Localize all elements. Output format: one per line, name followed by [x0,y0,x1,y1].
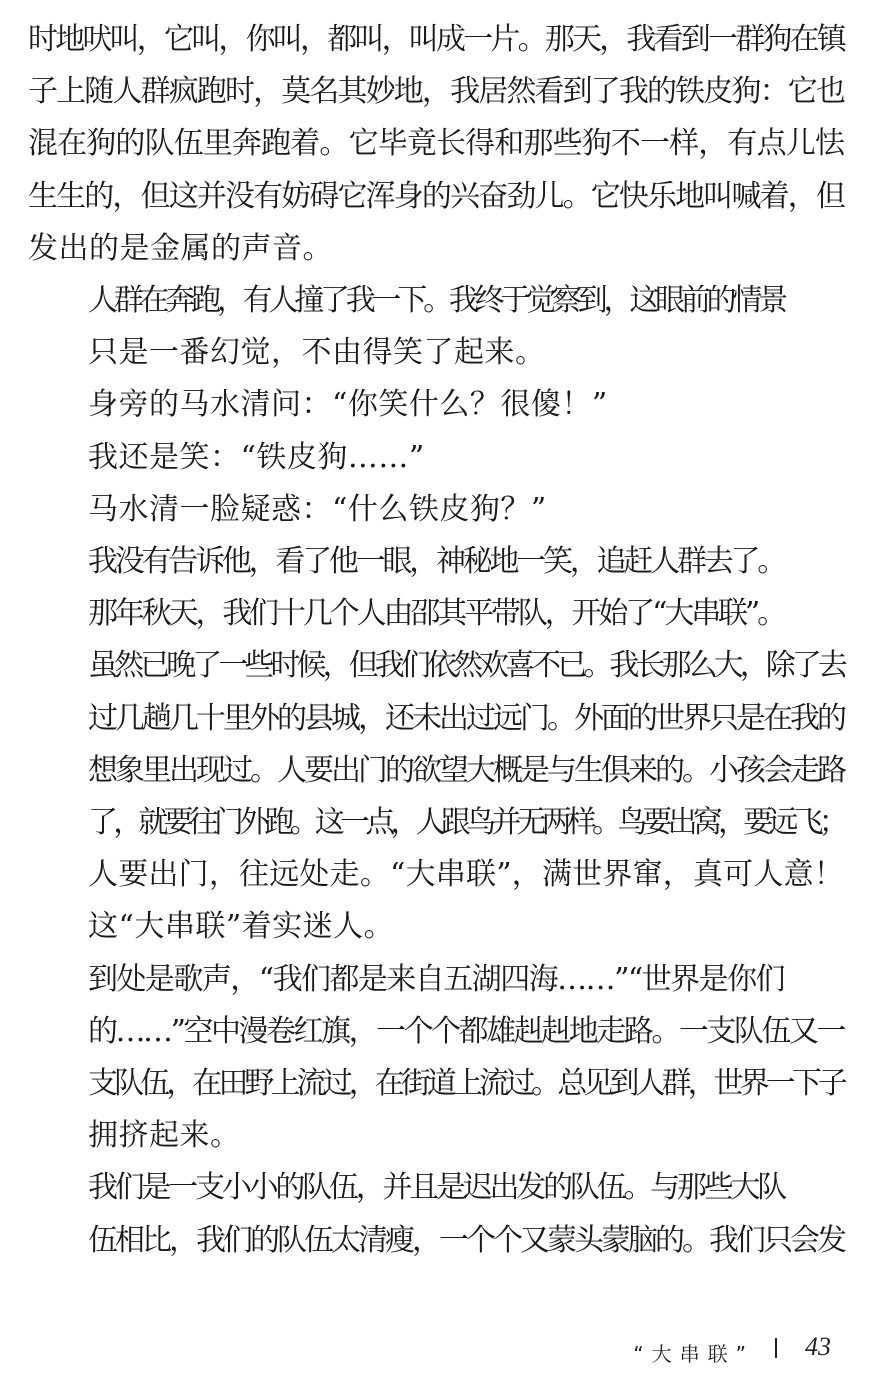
paragraph [28,901,844,953]
running-title: “大串联” [633,1342,754,1366]
text-line: 支队伍，在田野上流过，在街道上流过。总见到人群，世界一下子 [88,1066,844,1102]
text-line: 虽然已晚了一些时候，但我们依然欢喜不已。我长那么大，除了去 [88,648,844,684]
text-line: 我还是笑：“铁皮狗……” [88,439,425,475]
paragraph [28,954,844,1163]
text-line: 了，就要往门外跑。这一点，人跟鸟并无两样。鸟要出窝，要远飞； [88,805,844,841]
text-line: 到处是歌声，“我们都是来自五湖四海……”“世界是你们 [88,961,784,997]
text-line: 的……”空中漫卷红旗，一个个都雄赳赳地走路。一支队伍又一 [88,1013,844,1049]
text-line: 人要出门，往远处走。“大串联”，满世界窜，真可人意！ [88,857,844,893]
paragraph [28,432,844,484]
text-line: 这“大串联”着实迷人。 [88,909,395,945]
page-body [28,14,844,1267]
paragraph [28,1162,844,1266]
text-line: 混在狗的队伍里奔跑着。它毕竟长得和那些狗不一样，有点儿怯 [28,126,844,162]
text-line: 我没有告诉他，看了他一眼，神秘地一笑，追赶人群去了。 [88,544,784,580]
text-line: 我们是一支小小的队伍，并且是迟出发的队伍。与那些大队 [88,1170,784,1206]
page-number: 43 [805,1332,831,1361]
page-footer [0,1330,872,1370]
footer-divider [775,1338,777,1358]
paragraph [28,588,844,901]
text-line: 子上随人群疯跑时，莫名其妙地，我居然看到了我的铁皮狗：它也 [28,74,844,110]
paragraph [28,379,844,431]
text-line: 那年秋天，我们十几个人由邵其平带队，开始了“大串联”。 [88,596,784,632]
text-line: 生生的，但这并没有妨碍它浑身的兴奋劲儿。它快乐地叫喊着，但 [28,178,844,214]
paragraph [28,536,844,588]
paragraph [28,14,844,275]
text-line: 发出的是金属的声音。 [28,230,333,266]
text-line: 想象里出现过。人要出门的欲望大概是与生俱来的。小孩会走路 [88,752,844,788]
text-line: 身旁的马水清问：“你笑什么？很傻！” [88,387,608,423]
paragraph [28,484,844,536]
text-line: 人群在奔跑，有人撞了我一下。我终于觉察到，这眼前的情景 [88,283,784,319]
text-line: 拥挤起来。 [88,1118,241,1154]
text-line: 马水清一脸疑惑：“什么铁皮狗？” [88,491,547,527]
text-line: 过几趟几十里外的县城，还未出过远门。外面的世界只是在我的 [88,700,844,736]
text-line: 伍相比，我们的队伍太清瘦，一个个又蒙头蒙脑的。我们只会发 [88,1222,844,1258]
text-line: 时地吠叫，它叫，你叫，都叫，叫成一片。那天，我看到一群狗在镇 [28,22,844,57]
text-line: 只是一番幻觉，不由得笑了起来。 [88,335,546,371]
paragraph [28,275,844,379]
